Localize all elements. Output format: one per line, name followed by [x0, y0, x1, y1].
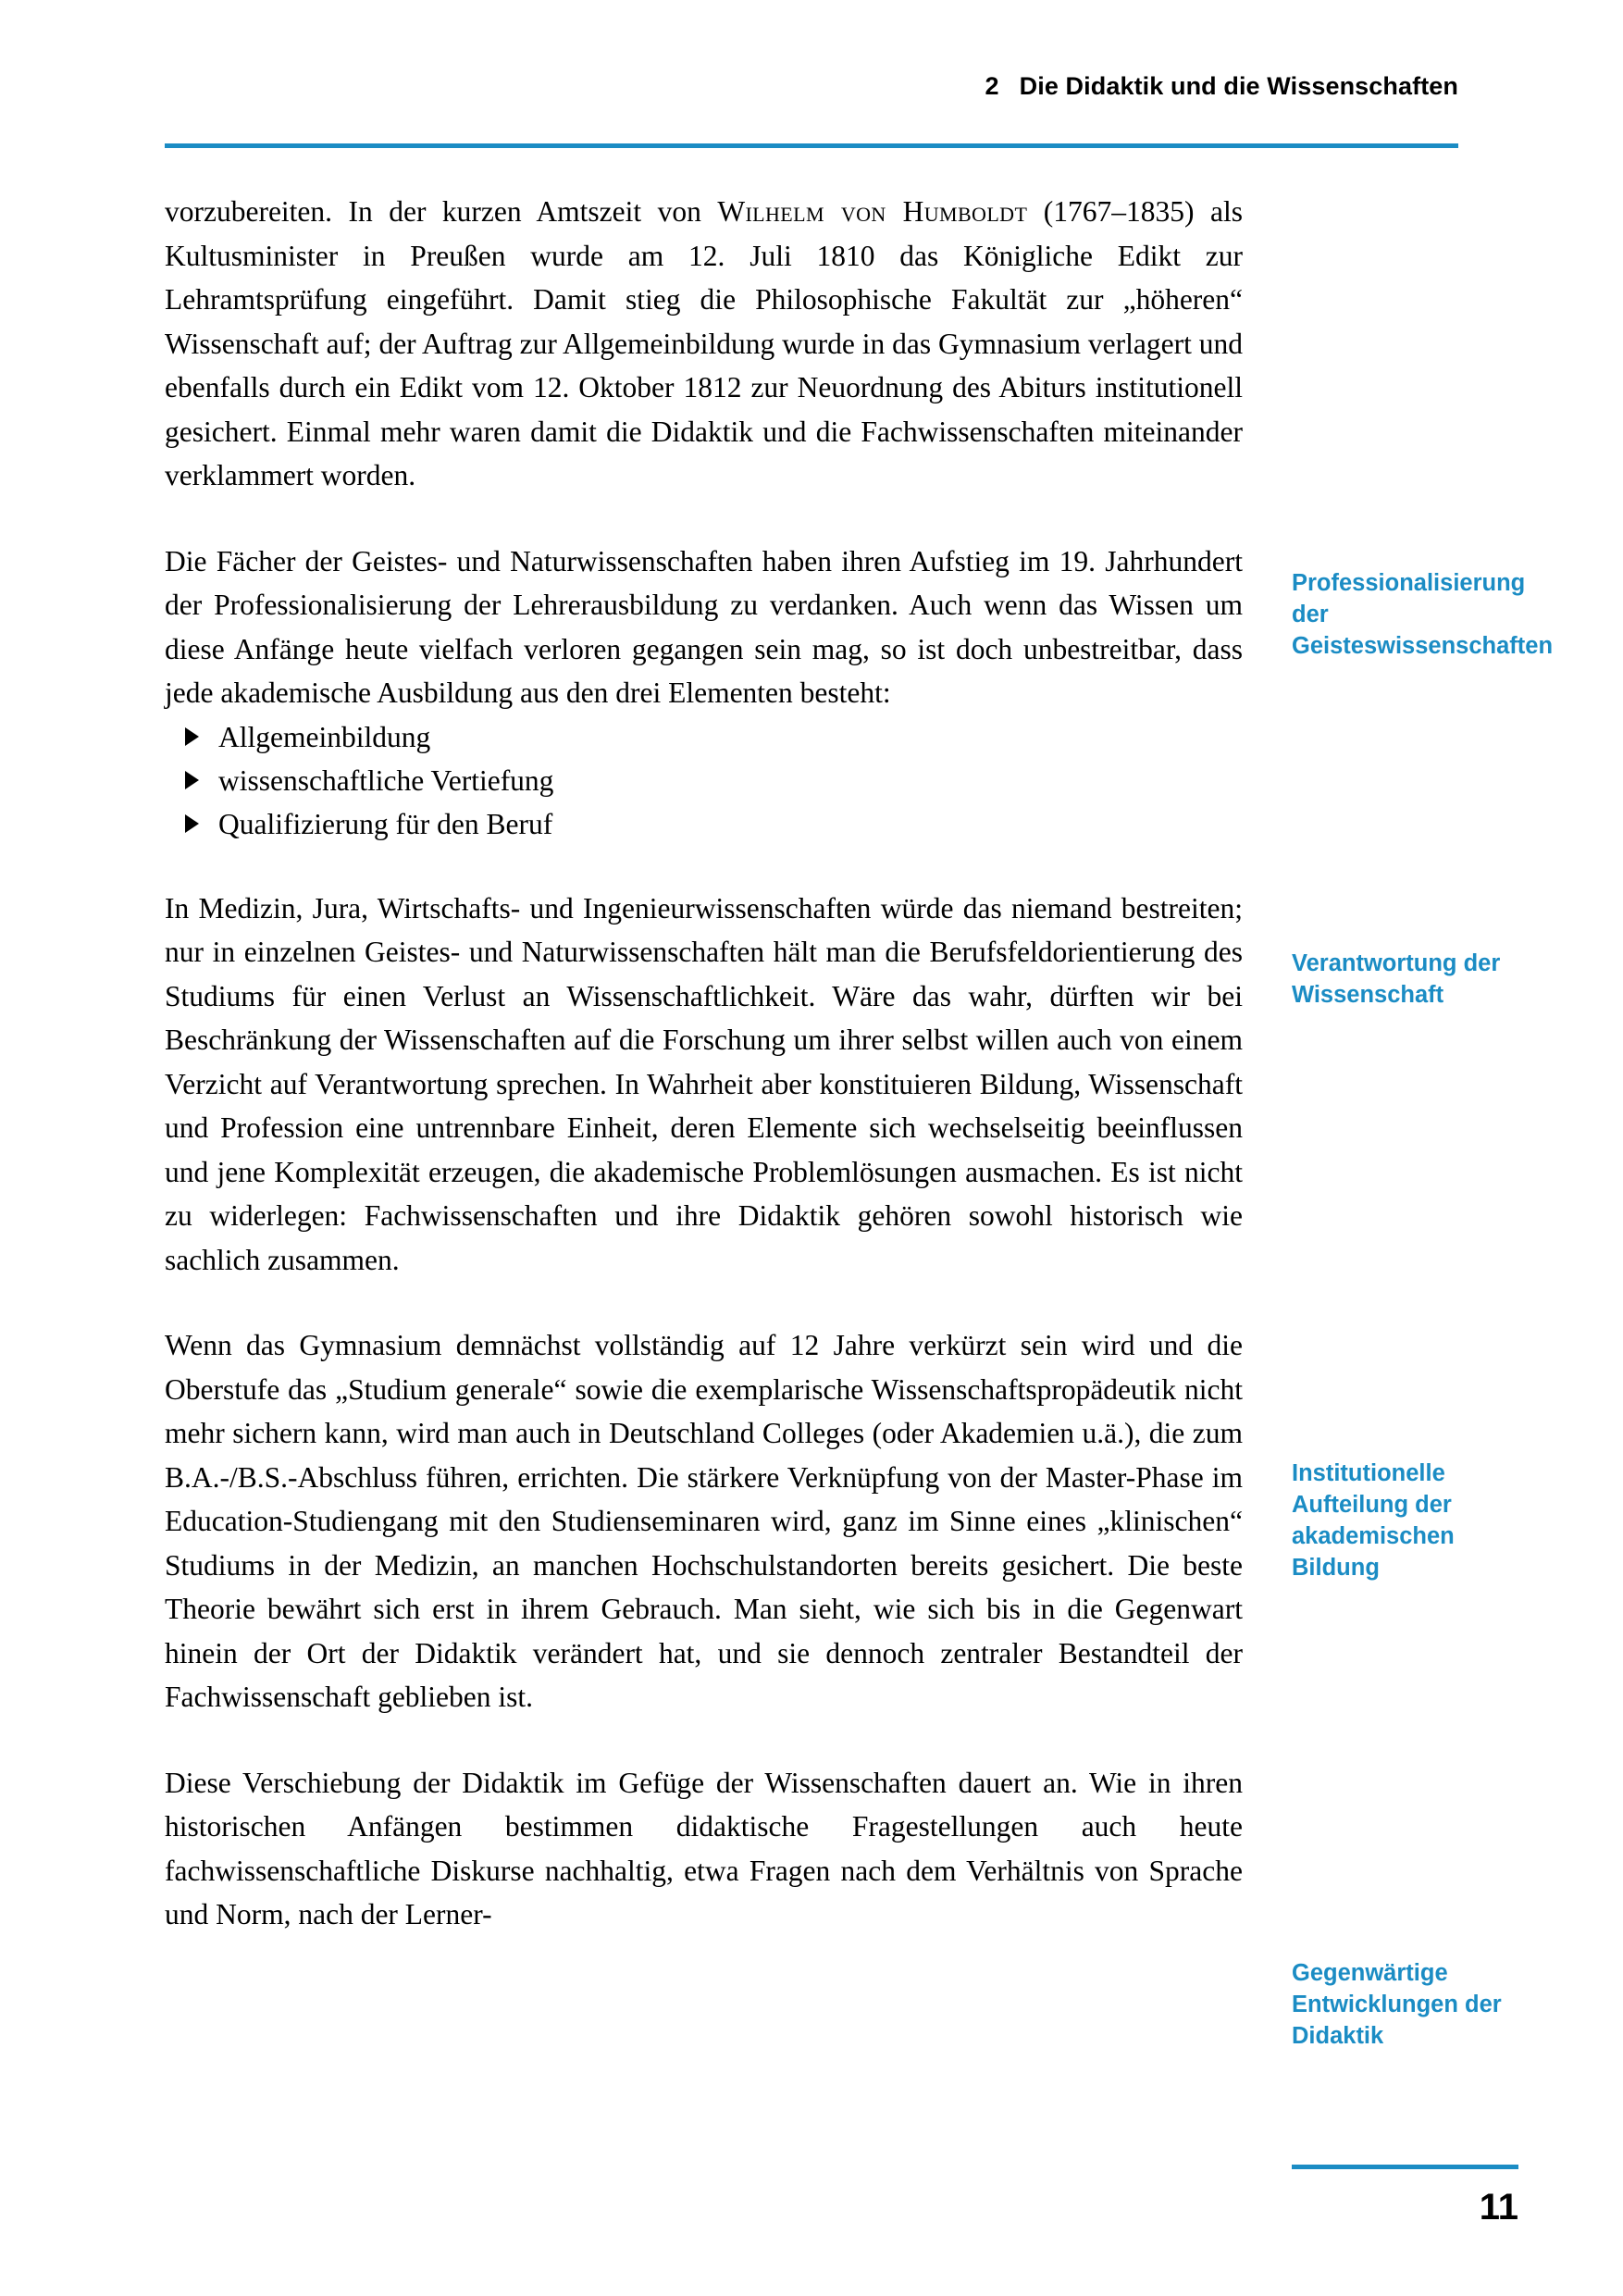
triangle-bullet-icon [185, 727, 199, 746]
text-run: Diese Verschiebung der Didaktik im Gefüge der Wissenschaften dauert an. Wie in ihren historischen Anfängen bestimmen didaktische Fragestellungen auch heute fachwissenschaftliche Diskurse nachhaltig, etwa Fragen nach dem Verhältnis von Sprache und Norm, nach der Lerner- [165, 1766, 1243, 1930]
bullet-list-item-label: Qualifizierung für den Beruf [218, 807, 553, 840]
text-run: vorzubereiten. In der kurzen Amtszeit von [165, 195, 718, 228]
margin-note-verantwortung: Verantwortung der Wissenschaft [1292, 950, 1501, 1008]
bullet-list-item [165, 759, 1243, 802]
body-paragraph [165, 1323, 1243, 1719]
page-number: 11 [1479, 2187, 1518, 2228]
body-paragraph [165, 190, 1243, 498]
bullet-list-item [165, 715, 1243, 759]
text-run: In Medizin, Jura, Wirtschafts- und Ingenieurwissenschaften würde das niemand bestreiten; nur in einzelnen Geistes- und Naturwissenschaften hält man die Berufsfeldorientierung des Studiums für einen Verlust an Wissenschaftlichkeit. Wäre das wahr, dürften wir bei Beschränkung der Wissenschaften auf die Forschung um ihrer selbst willen auch von einem Verzicht auf Verantwortung sprechen. In Wahrheit aber konstituieren Bildung, Wissenschaft und Profession eine untrennbare Einheit, deren Elemente sich wechselseitig beeinflussen und jene Komplexität erzeugen, die akademische Problemlösungen ausmachen. Es ist nicht zu widerlegen: Fachwissenschaften und ihre Didaktik gehören sowohl historisch wie sachlich zusammen. [165, 891, 1243, 1276]
small-caps-name: Wilhelm von Humboldt [717, 195, 1028, 228]
text-run: Die Fächer der Geistes- und Naturwissenschaften haben ihren Aufstieg im 19. Jahrhundert der Professionalisierung der Lehrerausbildung zu verdanken. Auch wenn das Wissen um diese Anfänge heute vielfach verloren gegangen sein mag, so ist doch unbestreitbar, dass jede akademische Ausbildung aus den drei Elementen besteht: [165, 544, 1243, 709]
bullet-list-item-label: Allgemeinbildung [218, 720, 431, 753]
text-run: Wenn das Gymnasium demnächst vollständig auf 12 Jahre verkürzt sein wird und die Oberstufe das „Studium generale“ sowie die exemplarische Wissenschaftspropädeutik nicht mehr sichern kann, wird man auch in Deutschland Colleges (oder Akademien u.ä.), die zum B.A.-/B.S.-Abschluss führen, errichten. Die stärkere Verknüpfung von der Master-Phase im Education-Studiengang mit den Studienseminaren wird, ganz im Sinne eines „klinischen“ Studiums in der Medizin, an manchen Hochschulstandorten bereits gesichert. Die beste Theorie bewährt sich erst in ihrem Gebrauch. Man sieht, wie sich bis in die Gegenwart hinein der Ort der Didaktik verändert hat, und sie dennoch zentraler Bestandteil der Fachwissenschaft geblieben ist. [165, 1329, 1243, 1713]
triangle-bullet-icon [185, 814, 199, 833]
footer-rule [1292, 2165, 1518, 2169]
running-head-chapter-number: 2 [985, 72, 999, 100]
body-paragraph [165, 540, 1243, 715]
running-head [165, 72, 1458, 101]
margin-note-professionalisierung: Professionalisierung der Geisteswissenschaften [1292, 570, 1554, 659]
text-run: (1767–1835) als Kultusminister in Preußen wurde am 12. Juli 1810 das Königliche Edikt zur Lehramtsprüfung eingeführt. Damit stieg die Philosophische Fakultät zur „höheren“ Wissenschaft auf; der Auftrag zur Allgemeinbildung wurde in das Gymnasium verlagert und ebenfalls durch ein Edikt vom 12. Oktober 1812 zur Neuordnung des Abiturs institutionell gesichert. Einmal mehr waren damit die Didaktik und die Fachwissenschaften miteinander verklammert worden. [165, 195, 1243, 491]
body-text-column [165, 190, 1243, 1937]
body-paragraph [165, 887, 1243, 1283]
bullet-list-item [165, 802, 1243, 846]
triangle-bullet-icon [185, 771, 199, 789]
margin-note-institutionelle-aufteilung: Institutionelle Aufteilung der akademischen Bildung [1292, 1460, 1455, 1581]
bullet-list-item-label: wissenschaftliche Vertiefung [218, 763, 554, 797]
header-rule [165, 143, 1458, 148]
body-paragraph [165, 1761, 1243, 1937]
bullet-list [165, 715, 1243, 846]
running-head-title: Die Didaktik und die Wissenschaften [1019, 72, 1458, 100]
margin-note-gegenwaertige-entwicklungen: Gegenwärtige Entwicklungen der Didaktik [1292, 1960, 1502, 2049]
